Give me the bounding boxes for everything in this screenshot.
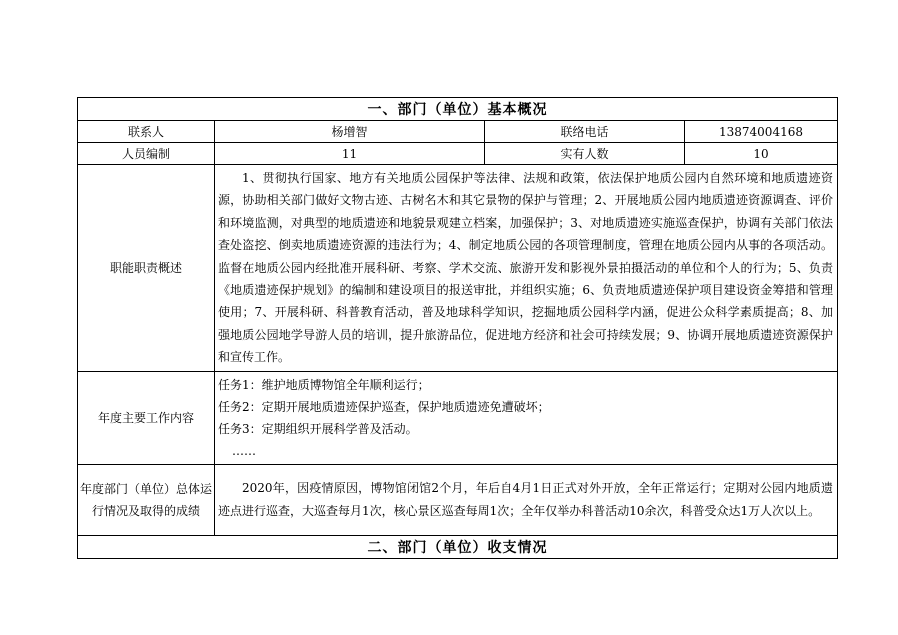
annual-summary-text	[215, 464, 838, 535]
task-item: 任务3：定期组织开展科学普及活动。	[218, 421, 418, 436]
duties-content: 1、贯彻执行国家、地方有关地质公园保护等法律、法规和政策，依法保护地质公园内自然环境和地质遗迹资源，协助相关部门做好文物古迹、古树名木和其它景物的保护与管理；2、开展地质公园内地质遗迹资源调查、评价和环境监测，对典型的地质遗迹和地貌景观建立档案，加强保护；3、对地质遗迹实施巡查保护，协调有关部门依法查处盗挖、倒卖地质遗迹资源的违法行为；4、制定地质公园的各项管理制度，管理在地质公园内从事的各项活动。监督在地质公园内经批准开展科研、考察、学术交流、旅游开发和影视外景拍摄活动的单位和个人的行为；5、负责《地质遗迹保护规划》的编制和建设项目的报送审批，并组织实施；6、负责地质遗迹保护项目建设资金筹措和管理使用；7、开展科研、科普教育活动，普及地球科学知识，挖掘地质公园科学内涵，促进公众科学素质提高；8、加强地质公园地学导游人员的培训，提升旅游品位，促进地方经济和社会可持续发展；9、协调开展地质遗迹资源保护和宣传工作。	[218, 171, 833, 365]
task-item: 任务1：维护地质博物馆全年顺利运行；	[218, 377, 430, 392]
staff-quota-value: 11	[215, 143, 485, 165]
contact-label: 联系人	[78, 121, 215, 143]
annual-summary-content: 2020年，因疫情原因，博物馆闭馆2个月，年后自4月1日正式对外开放，全年正常运行；定期对公园内地质遗迹点进行巡查，大巡查每月1次，核心景区巡查每周1次；全年仅举办科普活动10余次，科普受众达1万人次以上。	[218, 481, 833, 518]
duties-text	[215, 165, 838, 372]
section1-title: 一、部门（单位）基本概况	[78, 98, 838, 121]
staff-actual-value: 10	[685, 143, 838, 165]
task-item: 任务2：定期开展地质遗迹保护巡查，保护地质遗迹免遭破坏；	[218, 399, 550, 414]
section2-title: 二、部门（单位）收支情况	[78, 535, 838, 558]
staff-actual-label: 实有人数	[485, 143, 685, 165]
duties-label: 职能职责概述	[78, 165, 215, 372]
staff-quota-label: 人员编制	[78, 143, 215, 165]
task-item: ……	[232, 443, 256, 458]
annual-tasks-label: 年度主要工作内容	[78, 371, 215, 464]
phone-label: 联络电话	[485, 121, 685, 143]
phone-value: 13874004168	[685, 121, 838, 143]
annual-tasks-list	[215, 371, 838, 464]
contact-name: 杨增智	[215, 121, 485, 143]
basic-info-table	[77, 97, 838, 559]
annual-summary-label: 年度部门（单位）总体运行情况及取得的成绩	[78, 464, 215, 535]
